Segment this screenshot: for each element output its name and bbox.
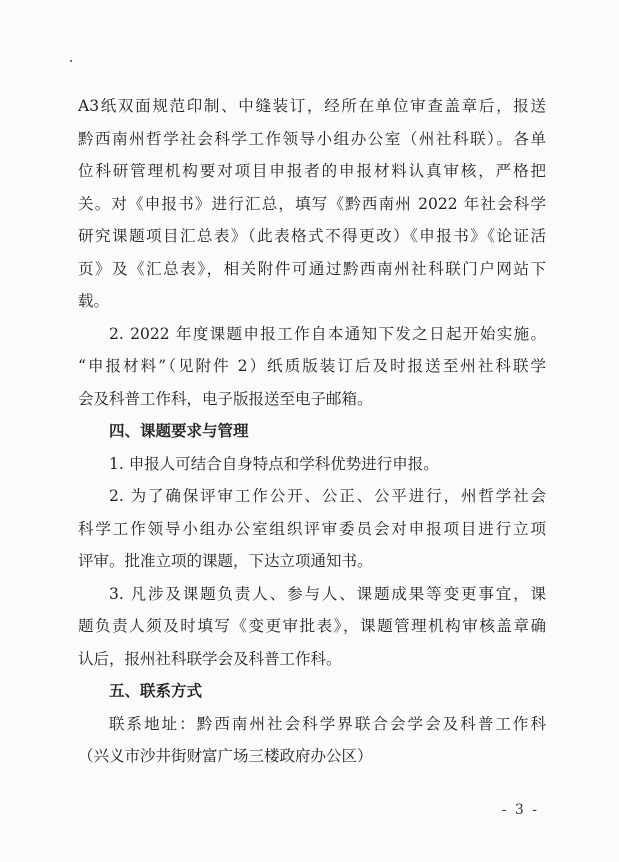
paragraph-req-3-end	[78, 643, 546, 676]
paragraph-req-2	[78, 480, 546, 545]
paragraph-submission	[78, 90, 546, 285]
heading-text: 五、联系方式	[109, 682, 203, 700]
paragraph-req-2-end	[78, 545, 546, 578]
paragraph-req-1	[78, 448, 546, 481]
section-heading-contact	[78, 675, 546, 708]
section-heading-requirements	[78, 415, 546, 448]
text-line: 评审。批准立项的课题，下达立项通知书。	[78, 552, 373, 570]
text-line: A3纸双面规范印制、中缝装订，经所在单位审查盖章后，报送	[78, 97, 546, 115]
paragraph-item-2	[78, 318, 546, 383]
paragraph-contact-address	[78, 708, 546, 741]
paragraph-item-2-end	[78, 383, 546, 416]
punch-mark	[70, 60, 72, 62]
text-line: 位科研管理机构要对项目申报者的申报材料认真审核，严格把	[78, 162, 546, 180]
paragraph-contact-address-end	[78, 740, 546, 773]
text-line: 1. 申报人可结合自身特点和学科优势进行申报。	[109, 454, 439, 473]
page-number: - 3 -	[501, 802, 539, 818]
text-line: 3. 凡涉及课题负责人、参与人、课题成果等变更事宜，课	[109, 584, 546, 603]
text-line: 2. 为了确保评审工作公开、公正、公平进行，州哲学社会	[109, 487, 546, 505]
text-line: 联系地址：黔西南州社会科学界联合会学会及科普工作科	[109, 714, 546, 733]
text-line: 黔西南州哲学社会科学工作领导小组办公室（州社科联）。各单	[78, 129, 546, 148]
text-line: “申报材料”（见附件 2）纸质版装订后及时报送至州社科联学	[78, 357, 546, 375]
heading-text: 四、课题要求与管理	[109, 422, 249, 440]
text-line: （兴义市沙井街财富广场三楼政府办公区）	[78, 747, 373, 765]
text-line: 研究课题项目汇总表》（此表格式不得更改）《申报书》《论证活	[78, 227, 546, 245]
paragraph-submission-end	[78, 285, 546, 318]
text-line: 2. 2022 年度课题申报工作自本通知下发之日起开始实施。	[109, 324, 546, 343]
text-line: 题负责人须及时填写《变更审批表》，课题管理机构审核盖章确	[78, 617, 546, 635]
document-body	[78, 90, 546, 773]
text-line: 认后，报州社科联学会及科普工作科。	[78, 649, 342, 668]
text-line: 页》及《汇总表》，相关附件可通过黔西南州社科联门户网站下	[78, 259, 546, 278]
text-line: 会及科普工作科，电子版报送至电子邮箱。	[78, 389, 373, 408]
paragraph-req-3	[78, 578, 546, 643]
text-line: 科学工作领导小组办公室组织评审委员会对申报项目进行立项	[78, 519, 546, 538]
text-line: 载。	[78, 292, 110, 310]
text-line: 关。对《申报书》进行汇总，填写《黔西南州 2022 年社会科学	[78, 194, 546, 213]
